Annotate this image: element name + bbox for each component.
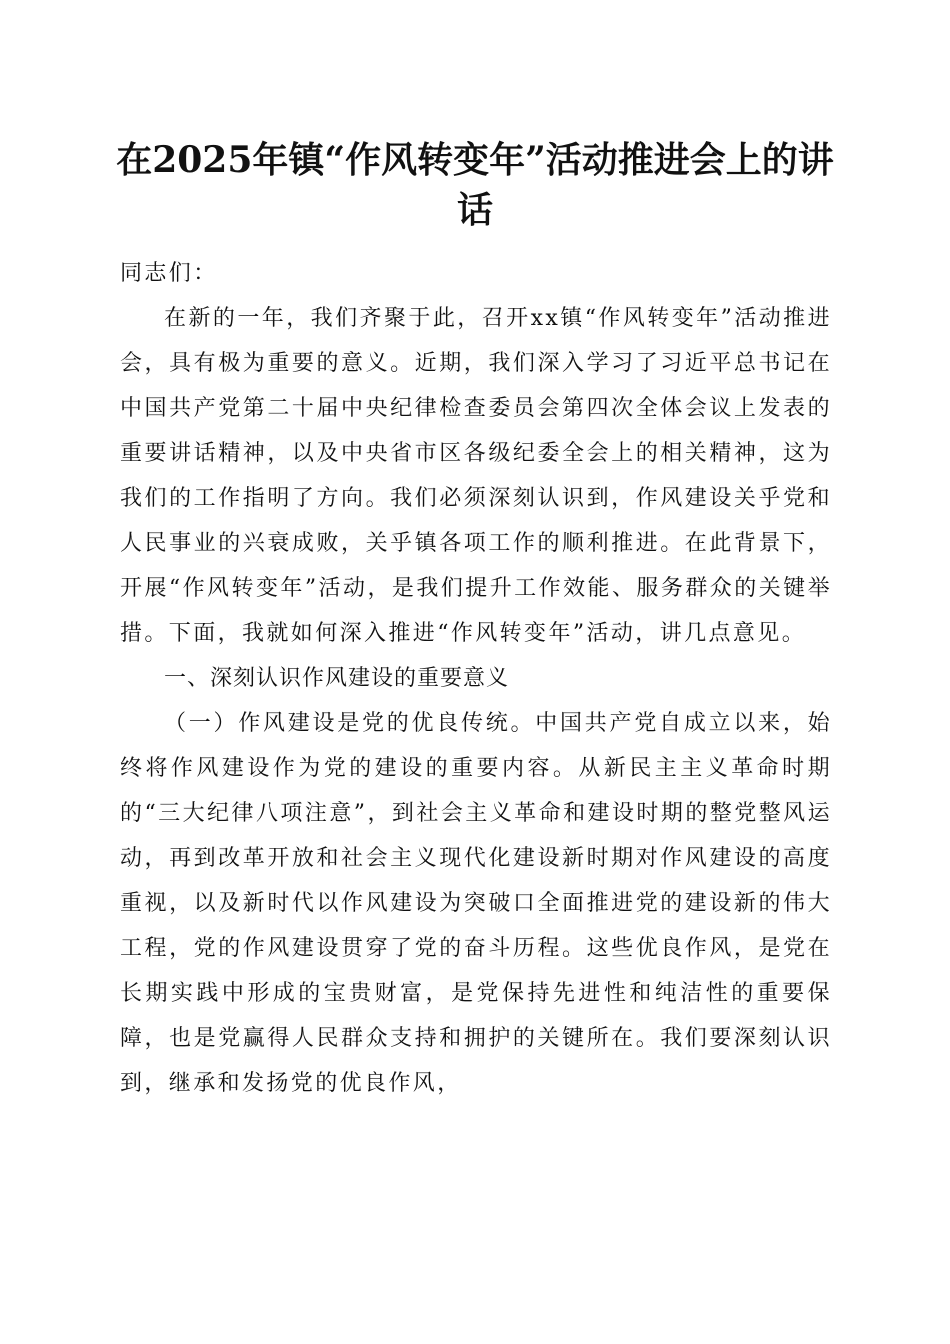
document-body: [120, 251, 832, 1106]
document-title: 在2025年镇“作风转变年”活动推进会上的讲话: [116, 139, 834, 231]
intro-paragraph: 在新的一年，我们齐聚于此，召开xx镇“作风转变年”活动推进会，具有极为重要的意义。近期，我们深入学习了习近平总书记在中国共产党第二十届中央纪律检查委员会第四次全体会议上发表的重要讲话精神，以及中央省市区各级纪委全会上的相关精神，这为我们的工作指明了方向。我们必须深刻认识到，作风建设关乎党和人民事业的兴衰成败，关乎镇各项工作的顺利推进。在此背景下，开展“作风转变年”活动，是我们提升工作效能、服务群众的关键举措。下面，我就如何深入推进“作风转变年”活动，讲几点意见。: [120, 306, 832, 646]
section-heading: 一、深刻认识作风建设的重要意义: [164, 666, 510, 691]
salutation: 同志们：: [120, 261, 218, 286]
subsection-paragraph: （一）作风建设是党的优良传统。中国共产党自成立以来，始终将作风建设作为党的建设的重要内容。从新民主主义革命时期的“三大纪律八项注意”，到社会主义革命和建设时期的整党整风运动，再到改革开放和社会主义现代化建设新时期对作风建设的高度重视，以及新时代以作风建设为突破口全面推进党的建设新的伟大工程，党的作风建设贯穿了党的奋斗历程。这些优良作风，是党在长期实践中形成的宝贵财富，是党保持先进性和纯洁性的重要保障，也是党赢得人民群众支持和拥护的关键所在。我们要深刻认识到，继承和发扬党的优良作风，: [120, 711, 832, 1096]
